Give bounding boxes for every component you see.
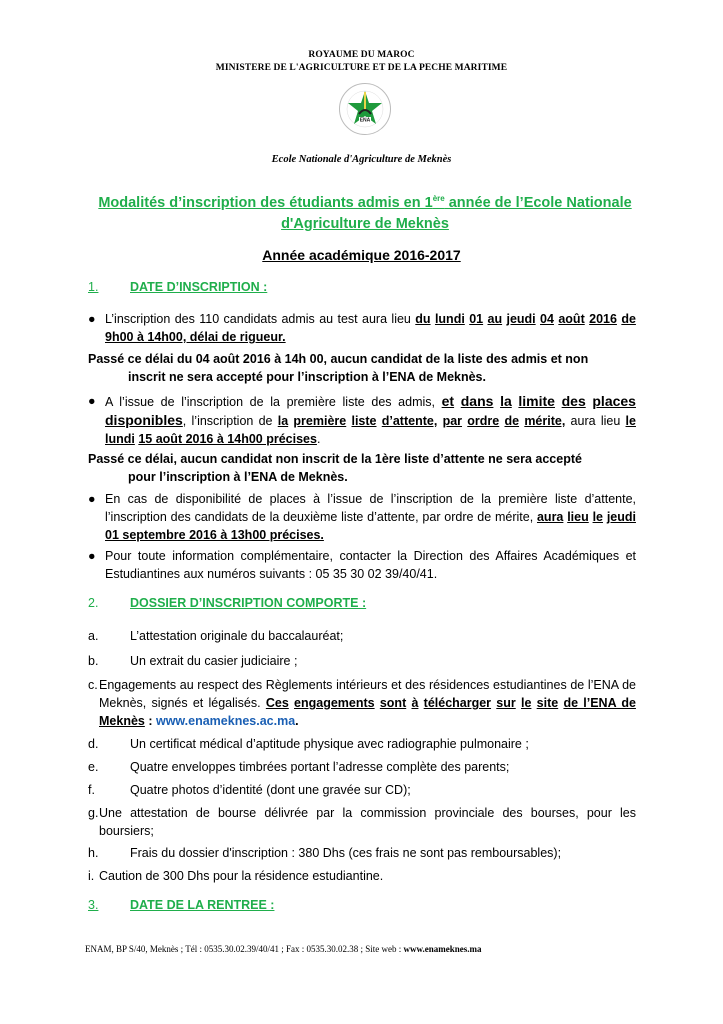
bullet-icon: ● xyxy=(88,549,96,563)
footer-contact: ENAM, BP S/40, Meknès ; Tél : 0535.30.02.39/40/41 ; Fax : 0535.30.02.38 ; Site web : www.enameknes.ma xyxy=(85,944,482,954)
ena-logo-icon xyxy=(338,82,392,136)
header-kingdom: ROYAUME DU MAROC xyxy=(308,50,415,60)
bullet-icon: ● xyxy=(88,394,96,408)
dossier-item-c: c. Engagements au respect des Règlements intérieurs et des résidences estudiantines de l’ENA de Meknès, signés et légalisés. Ces engagements sont à télécharger sur le site de l’ENA de Meknès : www.enameknes.ac.ma. xyxy=(88,678,636,728)
section1-warning-2: Passé ce délai, aucun candidat non inscrit de la 1ère liste d’attente ne sera accepté pour l’inscription à l’ENA de Meknès. xyxy=(88,452,582,484)
section1-bullet-4: ● Pour toute information complémentaire, contacter la Direction des Affaires Académiques et Estudiantines aux numéros suivants : 05 35 30 02 39/40/41. xyxy=(88,549,636,581)
section1-bullet-1: ● L’inscription des 110 candidats admis au test aura lieu du lundi 01 au jeudi 04 août 2016 de 9h00 à 14h00, délai de rigueur. xyxy=(88,312,636,344)
section1-bullet-2: ● A l’issue de l’inscription de la première liste des admis, et dans la limite des places disponibles, l’inscription de la première liste d’attente, par ordre de mérite, aura lieu le lundi 15 août 2016 à 14h00 précises. xyxy=(88,393,636,446)
dossier-item-g: g. Une attestation de bourse délivrée par la commission provinciale des bourses, pour les boursiers; xyxy=(88,806,636,838)
page-title-line1: Modalités d’inscription des étudiants admis en 1ère année de l’Ecole Nationale xyxy=(98,194,632,211)
page-title-line2: d'Agriculture de Meknès xyxy=(281,216,449,232)
footer-site-link[interactable]: www.enameknes.ma xyxy=(403,944,482,954)
academic-year: Année académique 2016-2017 xyxy=(262,247,461,263)
school-name: Ecole Nationale d'Agriculture de Meknès xyxy=(271,154,452,165)
document-page: ROYAUME DU MAROC MINISTERE DE L'AGRICULTURE ET DE LA PECHE MARITIME ENA Ecole Nationale d'Agriculture de Meknès Modalités d’inscription des étudiants admis en 1ère année de l’Ecole Nationale d'Agriculture de Meknès Année académique 2016-2017 1. DATE D’INSCRIPTION : ● L’inscription des 110 candidats admis au test aura lieu du lundi 01 au jeudi 04 août 2016 de 9h00 à 14h00, délai de rigueur. Passé ce délai du 04 août 2016 à 14h 00, aucun candidat de la liste des admis et non inscrit ne sera accepté pour l’inscription à l’ENA de Meknès. ● A l’issue de l’inscription de la première liste des admis, et dans la limite des places disponibles, l’inscription de la première liste d’attente, par ordre de mérite, aura lieu le lundi 15 août 2016 à 14h00 précises. Passé ce délai, aucun candidat non inscrit de la 1ère liste d’attente ne sera accepté pour l’inscription à l’ENA de Meknès. ● En cas de disponibilité de places à l’issue de l’inscription de la première liste d’attente, l’inscription des candidats de la deuxième liste d’attente, par ordre de mérite, aura lieu le jeudi 01 septembre 2016 à 13h00 précises. ● Pour toute information complémentaire, contacter la Direction des Affaires Académiques et Estudiantines aux numéros suivants : 05 35 30 02 39/40/41. 2. DOSSIER D’INSCRIPTION COMPORTE : a. L’attestation originale du baccalauréat; b. Un extrait du casier judiciaire ; c. Engagements au respect des Règlements intérieurs et des résidences estudiantines de l’ENA de Meknès, signés et légalisés. Ces engagements sont à télécharger sur le site de l’ENA de Meknès : www.enameknes.ac.ma. d. Un certificat médical d’aptitude physique avec radiographie pulmonaire ; e. Quatre enveloppes timbrées portant l’adresse complète des parents; f. Quatre photos d’identité (dont une gravée sur CD); g. Une attestation de bourse délivrée par la commission provinciale des bourses, pour les boursiers; h. Frais du dossier d'inscription : 380 Dhs (ces frais ne sont pas remboursables); i. Caution de 300 Dhs pour la résidence estudiantine. 3. DATE DE LA RENTREE : ENAM, BP S/40, Meknès ; Tél : 0535.30.02.39/40/41 ; Fax : 0535.30.02.38 ; Site web : www.enameknes.ma xyxy=(0,0,723,1024)
enameknes-ac-link[interactable]: www.enameknes.ac.ma xyxy=(155,714,296,728)
dossier-item-i: i. Caution de 300 Dhs pour la résidence estudiantine. xyxy=(88,869,384,883)
bullet-icon: ● xyxy=(88,312,96,326)
svg-text:ENA: ENA xyxy=(359,117,371,124)
bullet-icon: ● xyxy=(88,492,96,506)
section1-bullet-3: ● En cas de disponibilité de places à l’issue de l’inscription de la première liste d’attente, l’inscription des candidats de la deuxième liste d’attente, par ordre de mérite, aura lieu le jeudi 01 septembre 2016 à 13h00 précises. xyxy=(88,492,636,542)
section1-warning-1: Passé ce délai du 04 août 2016 à 14h 00, aucun candidat de la liste des admis et non inscrit ne sera accepté pour l’inscription à l’ENA de Meknès. xyxy=(88,352,589,384)
header-ministry: MINISTERE DE L'AGRICULTURE ET DE LA PECHE MARITIME xyxy=(215,63,508,73)
